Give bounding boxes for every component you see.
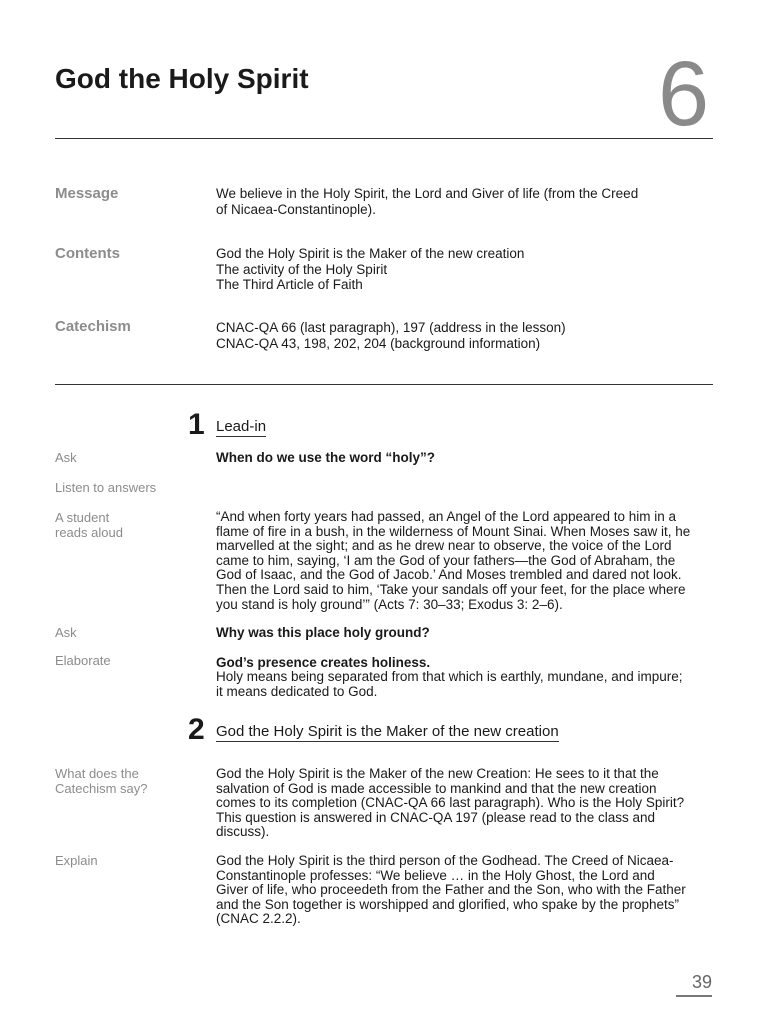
ask-label: Ask	[55, 625, 77, 640]
chapter-number: 6	[658, 43, 710, 145]
catechism-item: CNAC-QA 43, 198, 202, 204 (background information)	[216, 335, 541, 351]
header-divider	[55, 138, 713, 139]
message-text	[216, 186, 696, 217]
elaborate-text: Holy means being separated from that which is earthly, mundane, and impure; it means dedicated to God.	[216, 669, 683, 699]
message-label: Message	[55, 185, 119, 202]
reads-aloud-label: A student reads aloud	[55, 510, 123, 540]
page-number: 39	[676, 972, 712, 997]
section-divider	[55, 384, 713, 385]
catechism-label: Catechism	[55, 318, 131, 335]
section-1-number: 1	[188, 408, 205, 441]
contents-list	[216, 246, 696, 293]
question-holy-ground: Why was this place holy ground?	[216, 625, 430, 640]
explain-text: God the Holy Spirit is the third person of the Godhead. The Creed of Nicaea- Constantinople professes: “We believe … in the Holy Ghost, the Lord and Giver of life, who proceedeth from the Father and the Son, who with the Father and the Son together is worshipped and glorified, who spake by the prophets” (CNAC 2.2.2).	[216, 853, 686, 927]
page-title: God the Holy Spirit	[55, 63, 309, 94]
catechism-answer-text: God the Holy Spirit is the Maker of the new Creation: He sees to it that the salvation of God is made accessible to mankind and that the new creation comes to its completion (CNAC-QA 66 last paragraph). Who is the Holy Spirit? This question is answered in CNAC-QA 197 (please read to the class and discuss).	[216, 766, 685, 840]
contents-item: The activity of the Holy Spirit	[216, 261, 388, 277]
catechism-item: CNAC-QA 66 (last paragraph), 197 (address in the lesson)	[216, 320, 566, 335]
catechism-list	[216, 320, 696, 351]
message-line: We believe in the Holy Spirit, the Lord and Giver of life (from the Creed of Nicaea-Constantinople).	[216, 186, 639, 217]
question-holy-word: When do we use the word “holy”?	[216, 450, 436, 465]
elaborate-heading: God’s presence creates holiness.	[216, 655, 431, 670]
contents-label: Contents	[55, 245, 120, 262]
section-1-title: Lead-in	[216, 418, 267, 435]
contents-item: The Third Article of Faith	[216, 277, 363, 292]
explain-label: Explain	[55, 853, 98, 868]
listen-label: Listen to answers	[55, 480, 157, 495]
section-2-number: 2	[188, 713, 205, 746]
elaborate-label: Elaborate	[55, 653, 111, 668]
ask-label: Ask	[55, 450, 77, 465]
section-2-title: God the Holy Spirit is the Maker of the new creation	[216, 723, 559, 740]
contents-item: God the Holy Spirit is the Maker of the new creation	[216, 246, 525, 261]
acts-reading: “And when forty years had passed, an Angel of the Lord appeared to him in a flame of fire in a bush, in the wilderness of Mount Sinai. When Moses saw it, he marvelled at the sight; and as he drew near to observe, the voice of the Lord came to him, saying, ‘I am the God of your fathers—the God of Abraham, the God of Isaac, and the God of Jacob.’ And Moses trembled and dared not look. Then the Lord said to him, ‘Take your sandals off your feet, for the place where you stand is holy ground’” (Acts 7: 30–33; Exodus 3: 2–6).	[216, 509, 691, 612]
catechism-question-label: What does the Catechism say?	[55, 766, 148, 796]
